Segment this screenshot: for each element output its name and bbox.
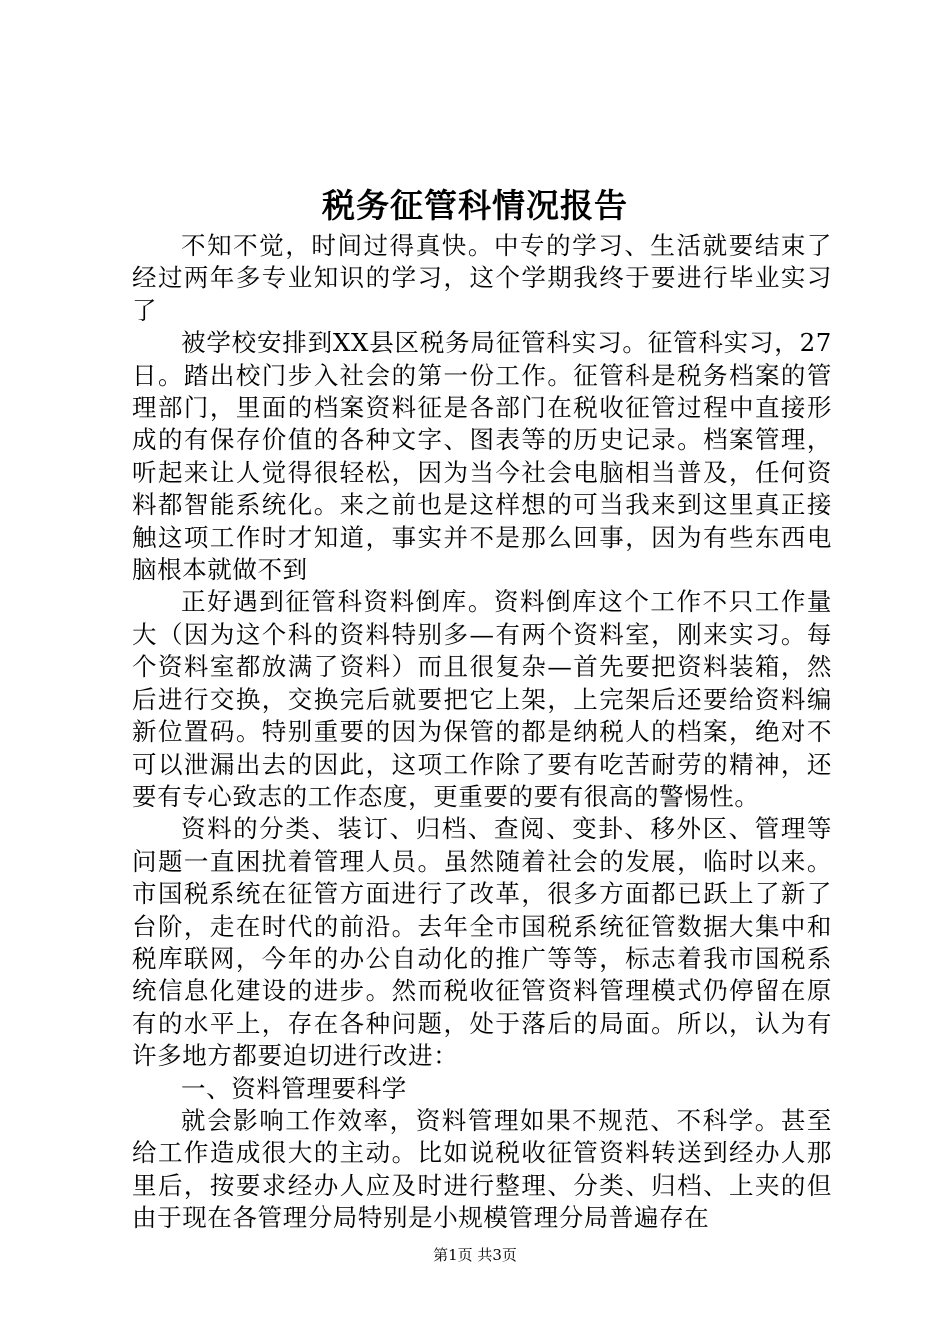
paragraph-archive-relocation: 正好遇到征管科资料倒库。资料倒库这个工作不只工作量大（因为这个科的资料特别多—有两个资料室，刚来实习。每个资料室都放满了资料）而且很复杂—首先要把资料装箱，然后进行交换，交换完后就要把它上架，上完架后还要给资料编新位置码。特别重要的因为保管的都是纳税人的档案，绝对不可以泄漏出去的因此，这项工作除了要有吃苦耐劳的精神，还要有专心致志的工作态度，更重要的要有很高的警惕性。: [132, 587, 832, 811]
section-heading-1: 一、资料管理要科学: [181, 1073, 407, 1103]
document-body: [132, 230, 832, 1235]
paragraph-intro: 不知不觉，时间过得真快。中专的学习、生活就要结束了经过两年多专业知识的学习，这个学期我终于要进行毕业实习了: [132, 231, 832, 325]
paragraph-efficiency: 就会影响工作效率，资料管理如果不规范、不科学。甚至给工作造成很大的主动。比如说税收征管资料转送到经办人那里后，按要求经办人应及时进行整理、分类、归档、上夹的但由于现在各管理分局特别是小规模管理分局普遍存在: [132, 1105, 832, 1233]
paragraph-management-issues: 资料的分类、装订、归档、查阅、变卦、移外区、管理等问题一直困扰着管理人员。虽然随着社会的发展，临时以来。市国税系统在征管方面进行了改革，很多方面都已跃上了新了台阶，走在时代的前沿。去年全市国税系统征管数据大集中和税库联网，今年的办公自动化的推广等等，标志着我市国税系统信息化建设的进步。然而税收征管资料管理模式仍停留在原有的水平上，存在各种问题，处于落后的局面。所以，认为有许多地方都要迫切进行改进：: [132, 814, 832, 1071]
paragraph-assignment: 被学校安排到XX县区税务局征管科实习。征管科实习，27日。踏出校门步入社会的第一份工作。征管科是税务档案的管理部门，里面的档案资料征是各部门在税收征管过程中直接形成的有保存价值的各种文字、图表等的历史记录。档案管理，听起来让人觉得很轻松，因为当今社会电脑相当普及，任何资料都智能系统化。来之前也是这样想的可当我来到这里真正接触这项工作时才知道，事实并不是那么回事，因为有些东西电脑根本就做不到: [132, 328, 832, 585]
page-footer: 第1页 共3页: [433, 1246, 517, 1264]
page-title: 税务征管科情况报告: [322, 186, 628, 225]
